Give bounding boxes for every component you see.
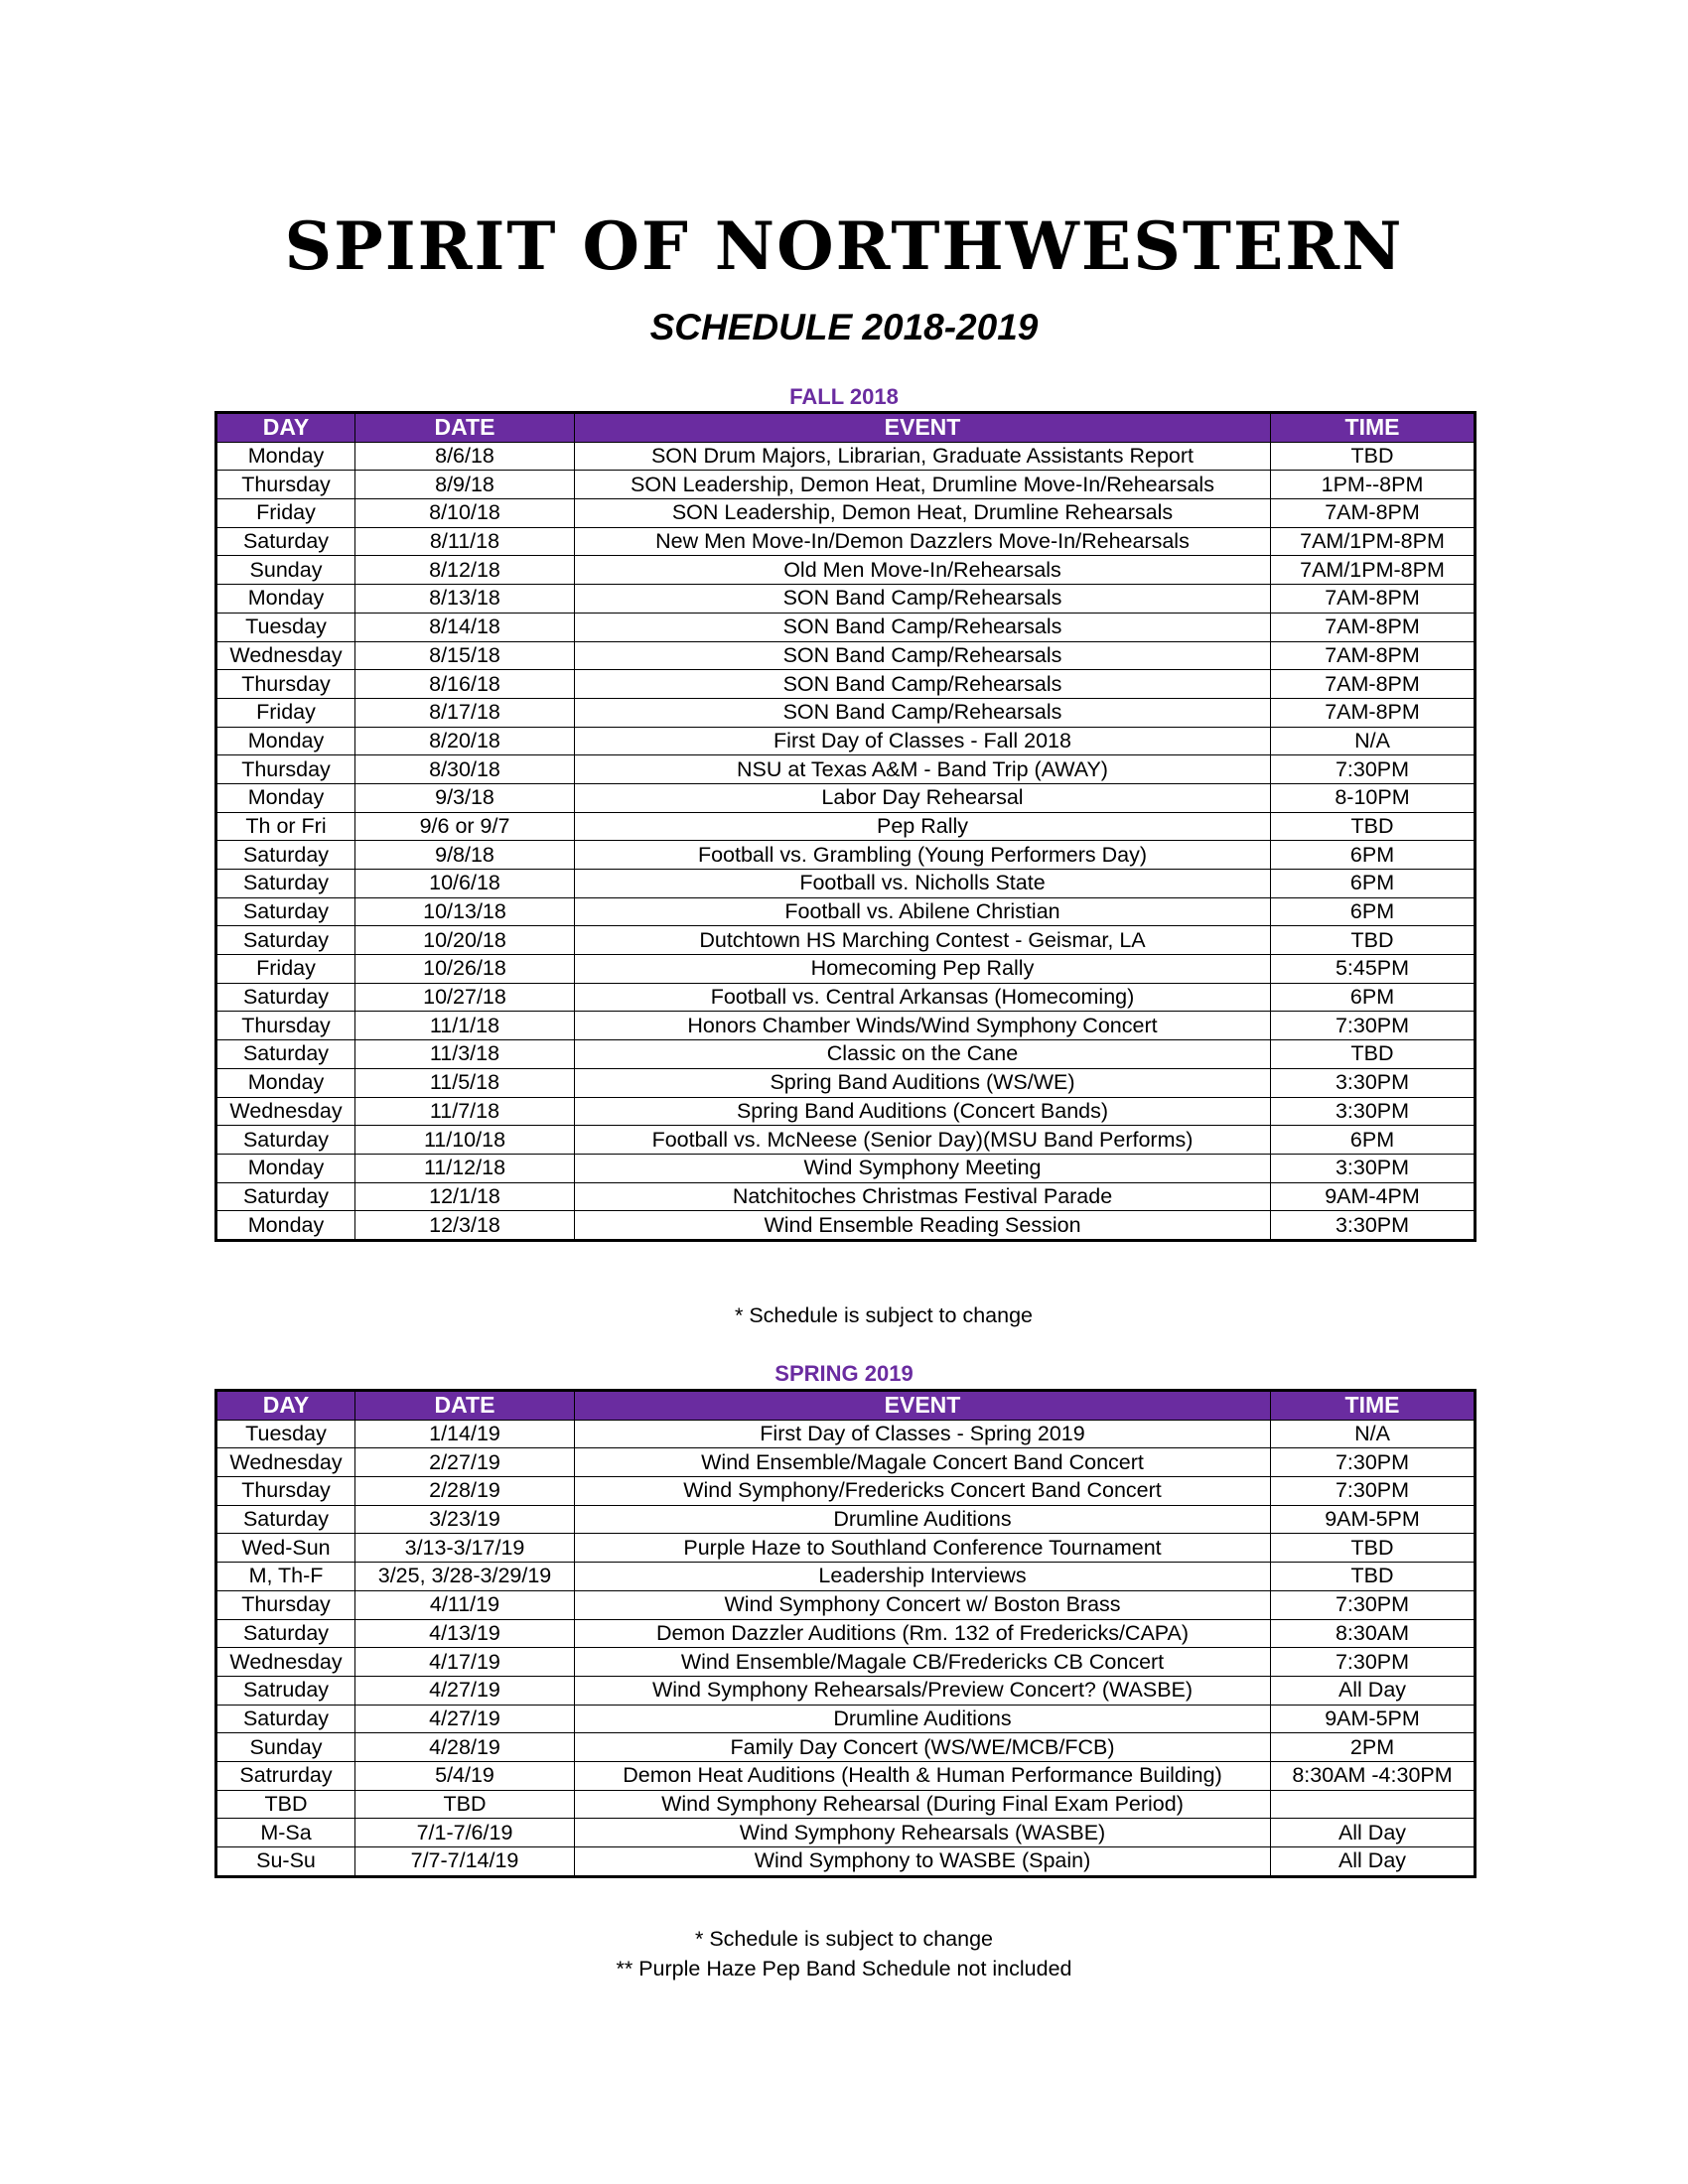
cell-event: Spring Band Auditions (WS/WE) [575, 1068, 1271, 1097]
cell-day: Wednesday [216, 1448, 355, 1477]
cell-event: Wind Symphony Concert w/ Boston Brass [575, 1590, 1271, 1619]
cell-date: 5/4/19 [355, 1761, 575, 1790]
table-row [216, 1819, 1476, 1847]
cell-event: Football vs. Grambling (Young Performers Day) [575, 841, 1271, 870]
cell-day: Monday [216, 585, 355, 614]
cell-time: 7:30PM [1271, 1648, 1476, 1677]
cell-event: Family Day Concert (WS/WE/MCB/FCB) [575, 1733, 1271, 1762]
column-header-date: DATE [355, 413, 575, 443]
cell-day: Saturday [216, 1705, 355, 1733]
cell-time: TBD [1271, 812, 1476, 841]
cell-day: TBD [216, 1790, 355, 1819]
cell-time: 3:30PM [1271, 1154, 1476, 1182]
cell-event: Classic on the Cane [575, 1040, 1271, 1069]
cell-time: TBD [1271, 1040, 1476, 1069]
fall-schedule-table [214, 411, 1477, 1242]
table-header-row [216, 413, 1476, 443]
cell-day: Satruday [216, 1676, 355, 1705]
table-row [216, 585, 1476, 614]
cell-date: 10/26/18 [355, 955, 575, 984]
cell-time: 9AM-4PM [1271, 1182, 1476, 1211]
table-row [216, 641, 1476, 670]
cell-event: New Men Move-In/Demon Dazzlers Move-In/Rehearsals [575, 527, 1271, 556]
cell-time: 6PM [1271, 1126, 1476, 1155]
cell-day: Wednesday [216, 1097, 355, 1126]
table-row [216, 1590, 1476, 1619]
cell-event: Wind Symphony Rehearsals (WASBE) [575, 1819, 1271, 1847]
cell-time: 7AM-8PM [1271, 585, 1476, 614]
table-row [216, 755, 1476, 784]
cell-time: 6PM [1271, 897, 1476, 926]
cell-day: Monday [216, 1068, 355, 1097]
cell-date: TBD [355, 1790, 575, 1819]
table-row [216, 1068, 1476, 1097]
table-row [216, 471, 1476, 499]
cell-event: First Day of Classes - Fall 2018 [575, 727, 1271, 755]
cell-date: 3/25, 3/28-3/29/19 [355, 1563, 575, 1591]
cell-day: Saturday [216, 870, 355, 898]
cell-event: Football vs. Nicholls State [575, 870, 1271, 898]
cell-time: 7AM-8PM [1271, 698, 1476, 727]
cell-day: Friday [216, 955, 355, 984]
cell-time: 7:30PM [1271, 1448, 1476, 1477]
cell-event: Honors Chamber Winds/Wind Symphony Concert [575, 1012, 1271, 1040]
cell-day: Saturday [216, 1040, 355, 1069]
table-row [216, 1182, 1476, 1211]
cell-day: Saturday [216, 1619, 355, 1648]
cell-date: 9/8/18 [355, 841, 575, 870]
table-row [216, 1676, 1476, 1705]
cell-event: Wind Symphony Meeting [575, 1154, 1271, 1182]
table-row [216, 613, 1476, 641]
table-row [216, 1619, 1476, 1648]
spring-table-body [216, 1420, 1476, 1876]
cell-date: 1/14/19 [355, 1420, 575, 1448]
cell-event: Wind Ensemble/Magale CB/Fredericks CB Concert [575, 1648, 1271, 1677]
cell-event: Purple Haze to Southland Conference Tournament [575, 1534, 1271, 1563]
cell-date: 4/27/19 [355, 1705, 575, 1733]
cell-event: Old Men Move-In/Rehearsals [575, 556, 1271, 585]
cell-time: 6PM [1271, 983, 1476, 1012]
cell-date: 8/30/18 [355, 755, 575, 784]
cell-date: 8/11/18 [355, 527, 575, 556]
table-row [216, 783, 1476, 812]
fall-schedule-note: * Schedule is subject to change [734, 1303, 1033, 1327]
table-row [216, 1563, 1476, 1591]
fall-table-body [216, 442, 1476, 1240]
column-header-time: TIME [1271, 413, 1476, 443]
table-row [216, 841, 1476, 870]
cell-date: 7/7-7/14/19 [355, 1847, 575, 1877]
cell-day: Wednesday [216, 1648, 355, 1677]
table-row [216, 1648, 1476, 1677]
cell-day: Monday [216, 1211, 355, 1241]
table-row [216, 1505, 1476, 1534]
cell-date: 8/14/18 [355, 613, 575, 641]
cell-event: SON Band Camp/Rehearsals [575, 585, 1271, 614]
cell-day: M, Th-F [216, 1563, 355, 1591]
cell-time: 6PM [1271, 841, 1476, 870]
cell-event: Football vs. McNeese (Senior Day)(MSU Band Performs) [575, 1126, 1271, 1155]
cell-date: 4/17/19 [355, 1648, 575, 1677]
cell-event: SON Leadership, Demon Heat, Drumline Move-In/Rehearsals [575, 471, 1271, 499]
cell-day: Saturday [216, 926, 355, 955]
cell-day: Thursday [216, 670, 355, 699]
cell-event: Wind Ensemble/Magale Concert Band Concert [575, 1448, 1271, 1477]
column-header-event: EVENT [575, 413, 1271, 443]
pep-band-note: ** Purple Haze Pep Band Schedule not included [616, 1957, 1072, 1980]
table-row [216, 1040, 1476, 1069]
table-row [216, 1705, 1476, 1733]
table-row [216, 1154, 1476, 1182]
table-row [216, 1733, 1476, 1762]
cell-date: 8/12/18 [355, 556, 575, 585]
cell-time: All Day [1271, 1676, 1476, 1705]
cell-day: Su-Su [216, 1847, 355, 1877]
cell-time: 8-10PM [1271, 783, 1476, 812]
cell-event: SON Band Camp/Rehearsals [575, 670, 1271, 699]
cell-event: Football vs. Central Arkansas (Homecoming) [575, 983, 1271, 1012]
cell-time [1271, 1790, 1476, 1819]
cell-date: 8/16/18 [355, 670, 575, 699]
cell-date: 11/3/18 [355, 1040, 575, 1069]
table-row [216, 698, 1476, 727]
table-row [216, 1012, 1476, 1040]
cell-date: 7/1-7/6/19 [355, 1819, 575, 1847]
cell-day: Th or Fri [216, 812, 355, 841]
cell-event: Demon Dazzler Auditions (Rm. 132 of Fredericks/CAPA) [575, 1619, 1271, 1648]
cell-event: Pep Rally [575, 812, 1271, 841]
column-header-day: DAY [216, 413, 355, 443]
cell-time: 2PM [1271, 1733, 1476, 1762]
fall-section-label: FALL 2018 [789, 384, 899, 409]
table-row [216, 1126, 1476, 1155]
cell-event: First Day of Classes - Spring 2019 [575, 1420, 1271, 1448]
cell-event: Natchitoches Christmas Festival Parade [575, 1182, 1271, 1211]
cell-day: Monday [216, 727, 355, 755]
cell-event: Dutchtown HS Marching Contest - Geismar, LA [575, 926, 1271, 955]
cell-event: SON Band Camp/Rehearsals [575, 698, 1271, 727]
table-row [216, 955, 1476, 984]
cell-time: 9AM-5PM [1271, 1705, 1476, 1733]
cell-time: 1PM--8PM [1271, 471, 1476, 499]
cell-date: 8/20/18 [355, 727, 575, 755]
column-header-day: DAY [216, 1391, 355, 1421]
cell-date: 2/28/19 [355, 1477, 575, 1506]
cell-date: 11/1/18 [355, 1012, 575, 1040]
table-row [216, 1534, 1476, 1563]
cell-time: 7:30PM [1271, 755, 1476, 784]
cell-day: Saturday [216, 841, 355, 870]
cell-time: 7:30PM [1271, 1590, 1476, 1619]
table-row [216, 1761, 1476, 1790]
cell-date: 2/27/19 [355, 1448, 575, 1477]
table-row [216, 727, 1476, 755]
cell-day: Monday [216, 442, 355, 471]
cell-date: 8/10/18 [355, 499, 575, 528]
cell-date: 12/3/18 [355, 1211, 575, 1241]
cell-time: All Day [1271, 1847, 1476, 1877]
table-row [216, 870, 1476, 898]
cell-time: 7AM/1PM-8PM [1271, 527, 1476, 556]
cell-day: Monday [216, 1154, 355, 1182]
cell-day: Saturday [216, 1505, 355, 1534]
cell-day: Friday [216, 698, 355, 727]
cell-event: Wind Symphony Rehearsal (During Final Exam Period) [575, 1790, 1271, 1819]
cell-date: 4/11/19 [355, 1590, 575, 1619]
cell-event: Wind Ensemble Reading Session [575, 1211, 1271, 1241]
cell-day: Saturday [216, 897, 355, 926]
cell-date: 11/5/18 [355, 1068, 575, 1097]
cell-event: Drumline Auditions [575, 1705, 1271, 1733]
cell-event: Football vs. Abilene Christian [575, 897, 1271, 926]
cell-day: Thursday [216, 471, 355, 499]
cell-time: 7:30PM [1271, 1012, 1476, 1040]
cell-date: 8/6/18 [355, 442, 575, 471]
cell-date: 4/13/19 [355, 1619, 575, 1648]
table-row [216, 442, 1476, 471]
cell-event: SON Band Camp/Rehearsals [575, 613, 1271, 641]
cell-day: Wednesday [216, 641, 355, 670]
cell-event: Leadership Interviews [575, 1563, 1271, 1591]
cell-day: Thursday [216, 1477, 355, 1506]
cell-day: Friday [216, 499, 355, 528]
cell-time: 5:45PM [1271, 955, 1476, 984]
table-row [216, 1847, 1476, 1877]
cell-day: M-Sa [216, 1819, 355, 1847]
column-header-time: TIME [1271, 1391, 1476, 1421]
cell-date: 8/17/18 [355, 698, 575, 727]
cell-time: 7AM-8PM [1271, 499, 1476, 528]
table-row [216, 897, 1476, 926]
cell-day: Saturday [216, 1126, 355, 1155]
cell-day: Thursday [216, 755, 355, 784]
cell-date: 10/13/18 [355, 897, 575, 926]
table-row [216, 1477, 1476, 1506]
table-header-row [216, 1391, 1476, 1421]
cell-date: 8/15/18 [355, 641, 575, 670]
cell-time: 6PM [1271, 870, 1476, 898]
cell-date: 3/13-3/17/19 [355, 1534, 575, 1563]
cell-time: TBD [1271, 442, 1476, 471]
cell-event: Spring Band Auditions (Concert Bands) [575, 1097, 1271, 1126]
cell-event: Wind Symphony Rehearsals/Preview Concert? (WASBE) [575, 1676, 1271, 1705]
cell-event: SON Leadership, Demon Heat, Drumline Rehearsals [575, 499, 1271, 528]
table-row [216, 1211, 1476, 1241]
cell-event: Wind Symphony/Fredericks Concert Band Concert [575, 1477, 1271, 1506]
cell-time: 3:30PM [1271, 1211, 1476, 1241]
cell-time: 7:30PM [1271, 1477, 1476, 1506]
cell-day: Sunday [216, 1733, 355, 1762]
cell-time: 7AM-8PM [1271, 613, 1476, 641]
table-row [216, 556, 1476, 585]
cell-event: SON Band Camp/Rehearsals [575, 641, 1271, 670]
table-row [216, 499, 1476, 528]
cell-time: 7AM/1PM-8PM [1271, 556, 1476, 585]
cell-event: Wind Symphony to WASBE (Spain) [575, 1847, 1271, 1877]
cell-date: 9/6 or 9/7 [355, 812, 575, 841]
cell-date: 11/10/18 [355, 1126, 575, 1155]
cell-date: 10/27/18 [355, 983, 575, 1012]
cell-event: Labor Day Rehearsal [575, 783, 1271, 812]
cell-date: 8/13/18 [355, 585, 575, 614]
table-row [216, 812, 1476, 841]
cell-day: Saturday [216, 527, 355, 556]
spring-schedule-note: * Schedule is subject to change [694, 1927, 993, 1951]
spring-schedule-table [214, 1389, 1477, 1878]
table-row [216, 1790, 1476, 1819]
cell-date: 3/23/19 [355, 1505, 575, 1534]
spring-section-label: SPRING 2019 [774, 1361, 914, 1386]
table-row [216, 527, 1476, 556]
cell-day: Thursday [216, 1012, 355, 1040]
cell-date: 12/1/18 [355, 1182, 575, 1211]
cell-event: Homecoming Pep Rally [575, 955, 1271, 984]
cell-date: 10/6/18 [355, 870, 575, 898]
table-row [216, 1420, 1476, 1448]
cell-time: All Day [1271, 1819, 1476, 1847]
cell-event: NSU at Texas A&M - Band Trip (AWAY) [575, 755, 1271, 784]
table-row [216, 1097, 1476, 1126]
page-title: SPIRIT OF NORTHWESTERN [284, 207, 1404, 285]
cell-date: 4/27/19 [355, 1676, 575, 1705]
cell-date: 11/7/18 [355, 1097, 575, 1126]
cell-time: 8:30AM -4:30PM [1271, 1761, 1476, 1790]
page-subtitle: SCHEDULE 2018-2019 [649, 307, 1039, 347]
cell-time: TBD [1271, 1534, 1476, 1563]
cell-time: 7AM-8PM [1271, 641, 1476, 670]
cell-time: 7AM-8PM [1271, 670, 1476, 699]
cell-time: N/A [1271, 727, 1476, 755]
cell-day: Monday [216, 783, 355, 812]
column-header-date: DATE [355, 1391, 575, 1421]
cell-day: Saturday [216, 1182, 355, 1211]
cell-date: 9/3/18 [355, 783, 575, 812]
cell-date: 11/12/18 [355, 1154, 575, 1182]
cell-day: Tuesday [216, 1420, 355, 1448]
cell-time: TBD [1271, 926, 1476, 955]
cell-day: Saturday [216, 983, 355, 1012]
cell-day: Wed-Sun [216, 1534, 355, 1563]
cell-time: TBD [1271, 1563, 1476, 1591]
table-row [216, 1448, 1476, 1477]
cell-time: 8:30AM [1271, 1619, 1476, 1648]
table-row [216, 670, 1476, 699]
cell-date: 4/28/19 [355, 1733, 575, 1762]
cell-time: N/A [1271, 1420, 1476, 1448]
cell-time: 9AM-5PM [1271, 1505, 1476, 1534]
cell-time: 3:30PM [1271, 1068, 1476, 1097]
cell-day: Sunday [216, 556, 355, 585]
cell-event: Drumline Auditions [575, 1505, 1271, 1534]
cell-day: Tuesday [216, 613, 355, 641]
table-row [216, 926, 1476, 955]
table-row [216, 983, 1476, 1012]
cell-day: Satrurday [216, 1761, 355, 1790]
column-header-event: EVENT [575, 1391, 1271, 1421]
cell-time: 3:30PM [1271, 1097, 1476, 1126]
cell-date: 8/9/18 [355, 471, 575, 499]
cell-event: Demon Heat Auditions (Health & Human Performance Building) [575, 1761, 1271, 1790]
cell-date: 10/20/18 [355, 926, 575, 955]
cell-day: Thursday [216, 1590, 355, 1619]
cell-event: SON Drum Majors, Librarian, Graduate Assistants Report [575, 442, 1271, 471]
